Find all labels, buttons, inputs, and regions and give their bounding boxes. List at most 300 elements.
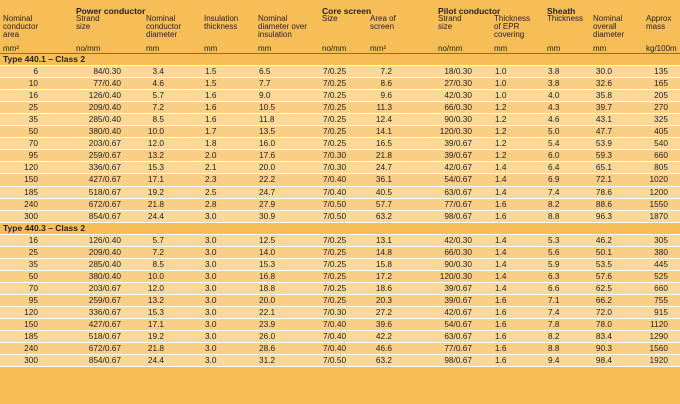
table-row: [0, 126, 680, 138]
unit-over-insulation: mm: [258, 44, 272, 53]
cell-over-insulation: 31.2: [259, 355, 276, 366]
table-body: [0, 54, 680, 367]
cell-insulation: 3.0: [205, 343, 217, 354]
cell-insulation: 3.0: [205, 270, 217, 281]
cell-overall: 32.6: [595, 78, 612, 89]
cell-strand-size: 380/0.40: [88, 126, 121, 137]
cell-epr: 1.4: [495, 186, 507, 197]
cell-diameter: 8.5: [152, 114, 164, 125]
cell-insulation: 1.5: [205, 78, 217, 89]
cell-epr: 1.6: [495, 331, 507, 342]
header-overall-diameter: Nominal overall diameter: [593, 14, 625, 40]
cell-area: 10: [28, 78, 38, 89]
table-row: [0, 283, 680, 295]
cell-core-size: 7/0.25: [323, 102, 347, 113]
unit-area: mm²: [3, 44, 19, 53]
cell-mass: 305: [654, 234, 668, 245]
cell-insulation: 3.0: [205, 355, 217, 366]
cell-pilot-strand: 63/0.67: [444, 186, 472, 197]
cell-sheath: 8.8: [548, 210, 560, 221]
cell-mass: 805: [654, 162, 668, 173]
cell-diameter: 10.0: [147, 126, 164, 137]
cell-sheath: 8.8: [548, 343, 560, 354]
cell-epr: 1.0: [495, 90, 507, 101]
cell-over-insulation: 6.5: [259, 66, 271, 77]
cell-core-area: 24.7: [375, 162, 392, 173]
header-pilot-strand-size: Strand size: [438, 14, 462, 32]
cell-epr: 1.6: [495, 306, 507, 317]
cell-overall: 90.3: [595, 343, 612, 354]
cell-area: 185: [24, 186, 38, 197]
cell-over-insulation: 12.5: [259, 234, 276, 245]
table-row: [0, 271, 680, 283]
cell-area: 300: [24, 355, 38, 366]
header-insulation-thickness: Insulation thickness: [204, 14, 239, 32]
cell-area: 25: [28, 246, 38, 257]
cell-area: 70: [28, 138, 38, 149]
cell-area: 35: [28, 114, 38, 125]
cell-strand-size: 77/0.40: [93, 78, 121, 89]
cell-diameter: 15.3: [147, 162, 164, 173]
cell-epr: 1.6: [495, 355, 507, 366]
cell-strand-size: 854/0.67: [88, 210, 121, 221]
unit-sheath: mm: [547, 44, 561, 53]
cell-insulation: 2.5: [205, 186, 217, 197]
cell-core-size: 7/0.50: [323, 198, 347, 209]
cell-pilot-strand: 90/0.30: [444, 114, 472, 125]
cell-mass: 1200: [649, 186, 668, 197]
cell-area: 50: [28, 270, 38, 281]
header-epr-thickness: Thickness of EPR covering: [494, 14, 531, 40]
cell-strand-size: 854/0.67: [88, 355, 121, 366]
cell-core-size: 7/0.25: [323, 90, 347, 101]
cell-sheath: 6.9: [548, 174, 560, 185]
cell-pilot-strand: 66/0.30: [444, 246, 472, 257]
cell-core-size: 7/0.25: [323, 78, 347, 89]
cell-core-area: 8.6: [380, 78, 392, 89]
cell-diameter: 4.6: [152, 78, 164, 89]
cell-insulation: 3.0: [205, 210, 217, 221]
cell-epr: 1.6: [495, 198, 507, 209]
group-header-pilot-conductor: Pilot conductor: [438, 6, 501, 16]
unit-core-area: mm²: [370, 44, 386, 53]
cell-overall: 53.5: [595, 258, 612, 269]
cell-diameter: 24.4: [147, 355, 164, 366]
cell-sheath: 3.8: [548, 78, 560, 89]
table-row: [0, 174, 680, 186]
cell-overall: 96.3: [595, 210, 612, 221]
cell-mass: 660: [654, 150, 668, 161]
cell-core-size: 7/0.30: [323, 306, 347, 317]
cell-mass: 1560: [649, 343, 668, 354]
cell-over-insulation: 7.7: [259, 78, 271, 89]
cell-epr: 1.4: [495, 258, 507, 269]
cell-strand-size: 209/0.40: [88, 246, 121, 257]
cell-pilot-strand: 42/0.67: [444, 306, 472, 317]
cell-diameter: 3.4: [152, 66, 164, 77]
cell-mass: 525: [654, 270, 668, 281]
cell-strand-size: 427/0.67: [88, 174, 121, 185]
table-row: [0, 162, 680, 174]
cell-insulation: 3.0: [205, 282, 217, 293]
cell-mass: 915: [654, 306, 668, 317]
cell-core-size: 7/0.50: [323, 355, 347, 366]
cell-insulation: 3.0: [205, 331, 217, 342]
cell-sheath: 5.0: [548, 126, 560, 137]
cell-core-area: 40.5: [375, 186, 392, 197]
cell-insulation: 1.6: [205, 114, 217, 125]
cell-over-insulation: 18.8: [259, 282, 276, 293]
cell-diameter: 7.2: [152, 246, 164, 257]
cell-core-area: 63.2: [375, 355, 392, 366]
cell-sheath: 7.1: [548, 294, 560, 305]
header-sheath-thickness: Thickness: [547, 14, 584, 23]
cell-area: 240: [24, 343, 38, 354]
cell-area: 120: [24, 306, 38, 317]
cell-core-area: 13.1: [375, 234, 392, 245]
cell-epr: 1.4: [495, 162, 507, 173]
cell-pilot-strand: 42/0.30: [444, 90, 472, 101]
cell-epr: 1.2: [495, 102, 507, 113]
cell-core-size: 7/0.40: [323, 174, 347, 185]
table-row: [0, 211, 680, 223]
table-row: [0, 259, 680, 271]
cell-overall: 72.0: [595, 306, 612, 317]
cell-strand-size: 259/0.67: [88, 294, 121, 305]
table-row: [0, 66, 680, 78]
cell-sheath: 5.6: [548, 246, 560, 257]
cell-over-insulation: 30.9: [259, 210, 276, 221]
cell-insulation: 3.0: [205, 234, 217, 245]
cell-area: 120: [24, 162, 38, 173]
cell-mass: 380: [654, 246, 668, 257]
cell-strand-size: 285/0.40: [88, 258, 121, 269]
cell-strand-size: 518/0.67: [88, 331, 121, 342]
cell-over-insulation: 22.1: [259, 306, 276, 317]
cell-sheath: 6.4: [548, 162, 560, 173]
cell-epr: 1.2: [495, 138, 507, 149]
cell-core-area: 42.2: [375, 331, 392, 342]
cell-insulation: 2.1: [205, 162, 217, 173]
cell-core-size: 7/0.40: [323, 186, 347, 197]
cell-mass: 660: [654, 282, 668, 293]
cell-pilot-strand: 39/0.67: [444, 150, 472, 161]
cell-overall: 72.1: [595, 174, 612, 185]
unit-pilot-strand: no/mm: [438, 44, 463, 53]
cell-sheath: 7.8: [548, 319, 560, 330]
cell-mass: 755: [654, 294, 668, 305]
cell-insulation: 3.0: [205, 258, 217, 269]
cell-over-insulation: 11.8: [259, 114, 275, 125]
section-row: [0, 223, 680, 235]
section-title: Type 440.3 – Class 2: [3, 222, 86, 233]
table-row: [0, 355, 680, 367]
cell-diameter: 21.8: [147, 343, 164, 354]
cell-strand-size: 84/0.30: [93, 66, 121, 77]
cell-pilot-strand: 54/0.67: [444, 319, 472, 330]
table-row: [0, 343, 680, 355]
cell-sheath: 8.2: [548, 331, 560, 342]
unit-strand: no/mm: [76, 44, 101, 53]
cell-pilot-strand: 39/0.67: [444, 294, 472, 305]
cell-strand-size: 209/0.40: [88, 102, 121, 113]
group-header-sheath: Sheath: [547, 6, 576, 16]
cell-core-area: 18.6: [375, 282, 392, 293]
cell-pilot-strand: 98/0.67: [444, 210, 472, 221]
unit-diameter: mm: [146, 44, 160, 53]
cell-area: 300: [24, 210, 38, 221]
cell-insulation: 3.0: [205, 319, 217, 330]
table-row: [0, 295, 680, 307]
cell-pilot-strand: 66/0.30: [444, 102, 472, 113]
cell-sheath: 9.4: [548, 355, 560, 366]
cell-overall: 62.5: [595, 282, 612, 293]
table-row: [0, 235, 680, 247]
table-row: [0, 114, 680, 126]
cell-overall: 57.6: [595, 270, 612, 281]
cell-mass: 1290: [649, 331, 668, 342]
cell-sheath: 5.9: [548, 258, 560, 269]
cell-over-insulation: 14.0: [259, 246, 276, 257]
cell-epr: 1.4: [495, 174, 507, 185]
cell-over-insulation: 10.5: [259, 102, 276, 113]
cell-epr: 1.4: [495, 234, 507, 245]
cell-epr: 1.6: [495, 210, 507, 221]
cell-overall: 98.4: [595, 355, 612, 366]
cell-overall: 50.1: [595, 246, 612, 257]
cell-pilot-strand: 77/0.67: [444, 198, 472, 209]
cell-diameter: 12.0: [147, 282, 164, 293]
cell-epr: 1.2: [495, 114, 507, 125]
cell-area: 16: [28, 234, 38, 245]
cell-core-size: 7/0.25: [323, 126, 347, 137]
cell-overall: 78.0: [595, 319, 612, 330]
cell-strand-size: 336/0.67: [88, 162, 121, 173]
group-header-power-conductor: Power conductor: [76, 6, 146, 16]
cell-area: 6: [33, 66, 38, 77]
cell-diameter: 7.2: [152, 102, 164, 113]
cell-overall: 88.6: [595, 198, 612, 209]
table-row: [0, 78, 680, 90]
cell-area: 240: [24, 198, 38, 209]
cell-diameter: 12.0: [147, 138, 164, 149]
cell-pilot-strand: 42/0.30: [444, 234, 472, 245]
cell-core-area: 15.8: [375, 258, 392, 269]
cell-pilot-strand: 27/0.30: [444, 78, 472, 89]
table-row: [0, 319, 680, 331]
cell-core-area: 11.3: [376, 102, 392, 113]
cell-sheath: 6.6: [548, 282, 560, 293]
cell-sheath: 5.4: [548, 138, 560, 149]
cell-pilot-strand: 98/0.67: [444, 355, 472, 366]
cell-core-size: 7/0.25: [323, 66, 347, 77]
cell-overall: 30.0: [595, 66, 612, 77]
cell-area: 185: [24, 331, 38, 342]
cell-core-size: 7/0.25: [323, 294, 347, 305]
cell-area: 50: [28, 126, 38, 137]
cell-pilot-strand: 54/0.67: [444, 174, 472, 185]
table-row: [0, 102, 680, 114]
header-nominal-diameter: Nominal conductor diameter: [146, 14, 182, 40]
cell-diameter: 5.7: [152, 234, 164, 245]
cell-overall: 43.1: [595, 114, 612, 125]
cell-sheath: 3.8: [548, 66, 560, 77]
cell-core-area: 21.8: [375, 150, 392, 161]
table-row: [0, 138, 680, 150]
cell-over-insulation: 20.0: [259, 162, 276, 173]
cell-diameter: 10.0: [147, 270, 164, 281]
cell-core-size: 7/0.30: [323, 150, 347, 161]
cell-strand-size: 427/0.67: [88, 319, 121, 330]
cell-core-size: 7/0.40: [323, 319, 347, 330]
cell-mass: 325: [654, 114, 668, 125]
cell-mass: 1020: [649, 174, 668, 185]
cell-over-insulation: 17.6: [259, 150, 276, 161]
cell-strand-size: 336/0.67: [88, 306, 121, 317]
cell-strand-size: 126/0.40: [88, 234, 121, 245]
cell-core-size: 7/0.25: [323, 258, 347, 269]
cell-core-size: 7/0.50: [323, 210, 347, 221]
cell-mass: 1870: [649, 210, 668, 221]
unit-core-size: no/mm: [322, 44, 347, 53]
cell-epr: 1.4: [495, 282, 507, 293]
table-row: [0, 331, 680, 343]
cell-over-insulation: 27.9: [259, 198, 276, 209]
unit-overall: mm: [593, 44, 607, 53]
cell-core-area: 20.3: [375, 294, 392, 305]
cell-sheath: 8.2: [548, 198, 560, 209]
section-row: [0, 54, 680, 66]
cell-epr: 1.6: [495, 343, 507, 354]
header-core-size: Size: [322, 14, 338, 23]
cell-core-area: 7.2: [380, 66, 392, 77]
cell-core-size: 7/0.25: [323, 234, 347, 245]
cell-core-area: 46.6: [375, 343, 392, 354]
cell-epr: 1.0: [495, 66, 507, 77]
cell-core-size: 7/0.25: [323, 282, 347, 293]
cell-sheath: 6.0: [548, 150, 560, 161]
cell-overall: 65.1: [595, 162, 612, 173]
cell-core-size: 7/0.40: [323, 343, 347, 354]
cell-pilot-strand: 39/0.67: [444, 282, 472, 293]
header-strand-size: Strand size: [76, 14, 100, 32]
cell-insulation: 3.0: [205, 246, 217, 257]
cell-overall: 83.4: [595, 331, 612, 342]
cell-sheath: 4.6: [548, 114, 560, 125]
cell-overall: 53.9: [595, 138, 612, 149]
cell-mass: 445: [654, 258, 668, 269]
cell-diameter: 15.3: [147, 306, 164, 317]
cell-area: 70: [28, 282, 38, 293]
unit-mass: kg/100m: [646, 44, 677, 53]
header-core-area: Area of screen: [370, 14, 396, 32]
cell-area: 16: [28, 90, 38, 101]
cell-over-insulation: 16.0: [259, 138, 276, 149]
table-row: [0, 199, 680, 211]
cell-insulation: 2.8: [205, 198, 217, 209]
cell-pilot-strand: 63/0.67: [444, 331, 472, 342]
cell-over-insulation: 9.0: [259, 90, 271, 101]
table-row: [0, 150, 680, 162]
cell-pilot-strand: 77/0.67: [444, 343, 472, 354]
cell-diameter: 21.8: [147, 198, 164, 209]
cell-core-area: 63.2: [375, 210, 392, 221]
cell-sheath: 4.0: [548, 90, 560, 101]
cell-mass: 1920: [649, 355, 668, 366]
cell-diameter: 24.4: [147, 210, 164, 221]
cell-over-insulation: 13.5: [259, 126, 276, 137]
cell-core-area: 27.2: [375, 306, 392, 317]
cell-insulation: 1.6: [205, 102, 217, 113]
unit-epr: mm: [494, 44, 508, 53]
cell-strand-size: 285/0.40: [88, 114, 121, 125]
cell-insulation: 3.0: [205, 294, 217, 305]
cell-diameter: 19.2: [147, 331, 164, 342]
cell-pilot-strand: 18/0.30: [444, 66, 472, 77]
cell-insulation: 1.8: [205, 138, 217, 149]
cell-area: 95: [28, 150, 38, 161]
cell-sheath: 7.4: [548, 306, 560, 317]
table-row: [0, 187, 680, 199]
header-diameter-over-insulation: Nominal diameter over insulation: [258, 14, 307, 40]
cell-strand-size: 518/0.67: [88, 186, 121, 197]
cell-strand-size: 203/0.67: [88, 282, 121, 293]
cell-sheath: 4.3: [548, 102, 560, 113]
table-header: [0, 0, 680, 53]
cell-area: 35: [28, 258, 38, 269]
cell-epr: 1.6: [495, 294, 507, 305]
cell-insulation: 3.0: [205, 306, 217, 317]
cell-strand-size: 259/0.67: [88, 150, 121, 161]
cell-core-size: 7/0.25: [323, 114, 347, 125]
cell-strand-size: 672/0.67: [88, 343, 121, 354]
cell-insulation: 1.7: [205, 126, 217, 137]
cell-core-size: 7/0.25: [323, 138, 347, 149]
table-row: [0, 307, 680, 319]
cell-over-insulation: 16.8: [259, 270, 276, 281]
cell-mass: 165: [654, 78, 668, 89]
cell-sheath: 6.3: [548, 270, 560, 281]
cell-strand-size: 672/0.67: [88, 198, 121, 209]
cell-diameter: 5.7: [152, 90, 164, 101]
cell-area: 150: [24, 174, 38, 185]
cell-pilot-strand: 42/0.67: [444, 162, 472, 173]
header-approx-mass: Approx mass: [646, 14, 672, 32]
cell-area: 95: [28, 294, 38, 305]
unit-insulation: mm: [204, 44, 218, 53]
cell-strand-size: 126/0.40: [88, 90, 121, 101]
cell-epr: 1.4: [495, 270, 507, 281]
header-nominal-area: Nominal conductor area: [3, 14, 39, 40]
cell-mass: 1120: [650, 319, 668, 330]
cell-insulation: 2.3: [205, 174, 217, 185]
cell-overall: 39.7: [595, 102, 612, 113]
cell-over-insulation: 20.0: [259, 294, 276, 305]
cell-epr: 1.2: [495, 126, 507, 137]
cell-sheath: 7.4: [548, 186, 560, 197]
cell-overall: 59.3: [595, 150, 612, 161]
table-row: [0, 247, 680, 259]
cell-overall: 35.8: [595, 90, 612, 101]
group-header-core-screen: Core screen: [322, 6, 372, 16]
cell-core-area: 14.8: [375, 246, 392, 257]
cell-diameter: 13.2: [147, 150, 164, 161]
cell-overall: 46.2: [595, 234, 612, 245]
cell-core-area: 9.6: [380, 90, 392, 101]
cell-mass: 205: [654, 90, 668, 101]
cell-overall: 78.6: [595, 186, 612, 197]
cell-mass: 540: [654, 138, 668, 149]
